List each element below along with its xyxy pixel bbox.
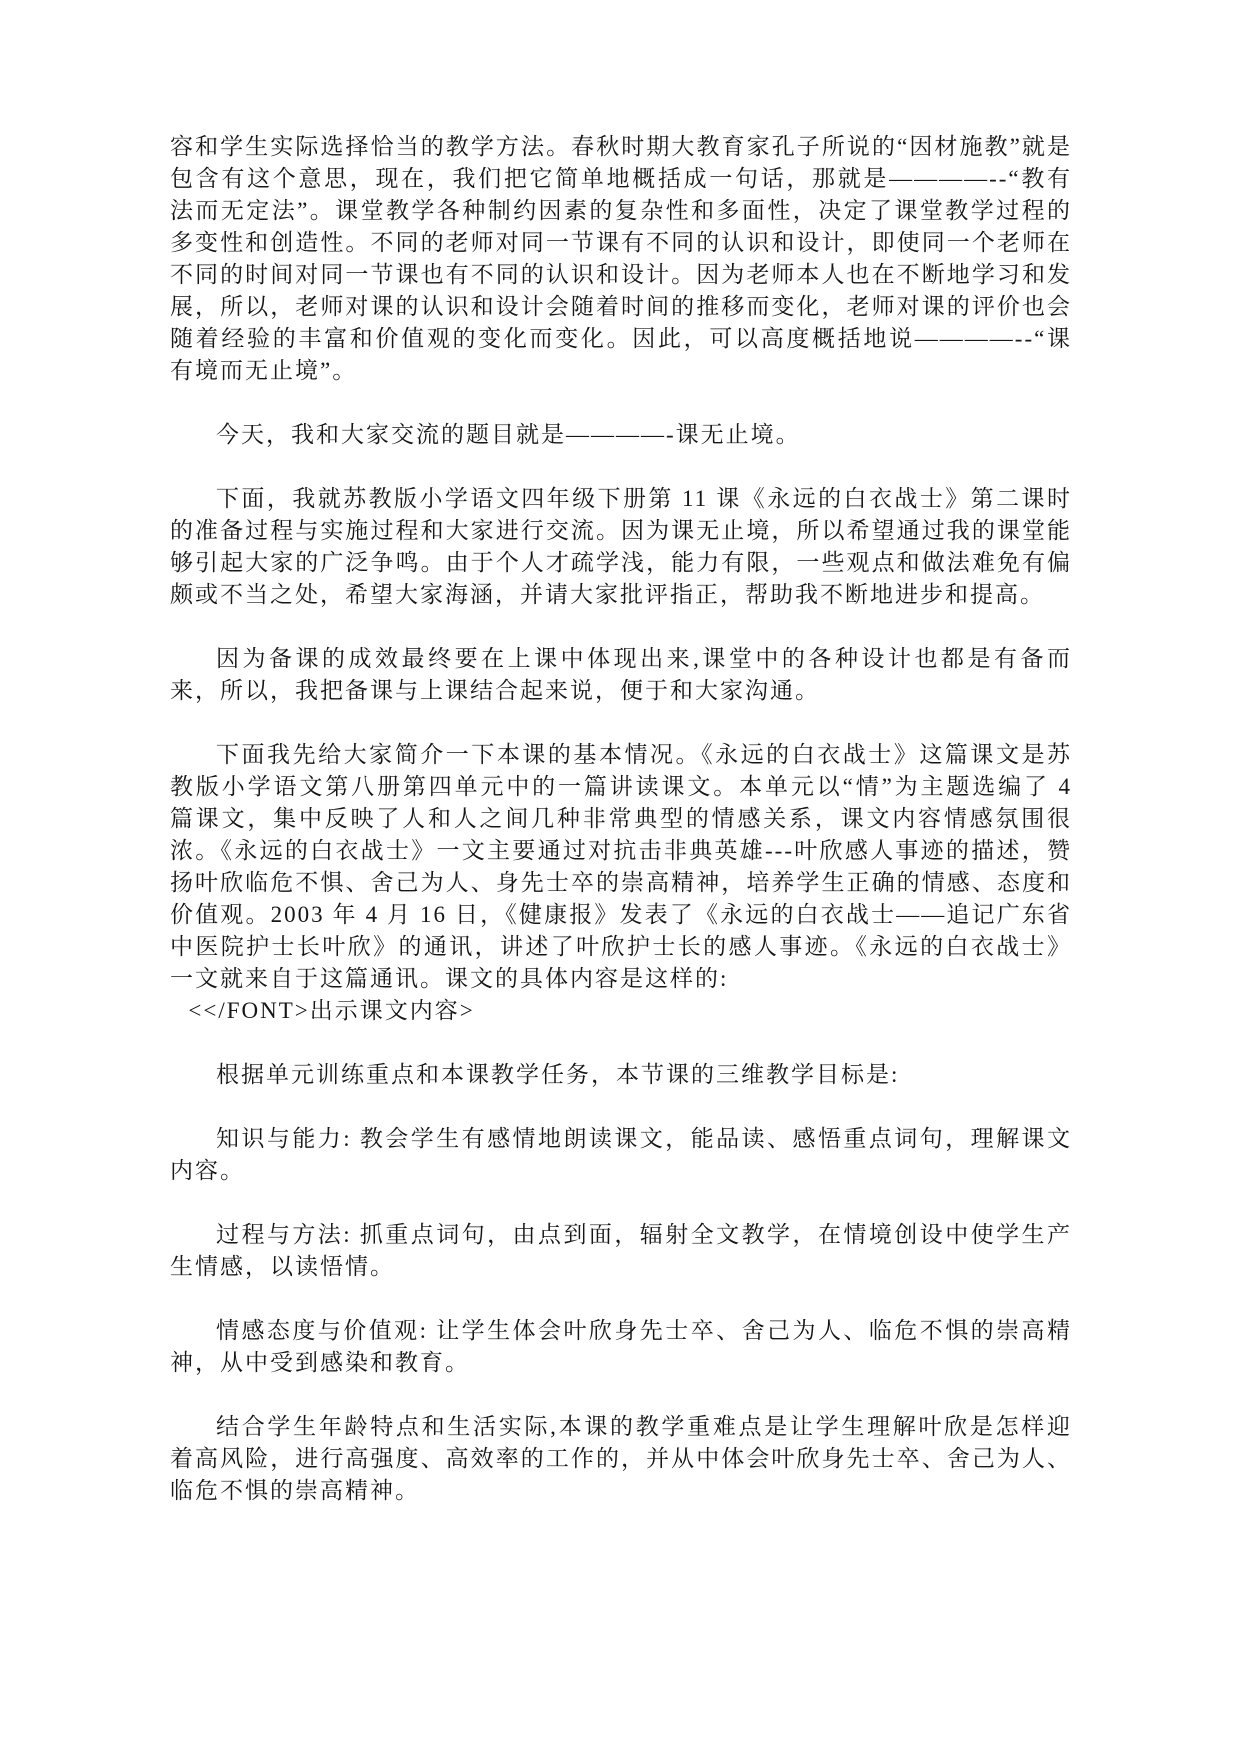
paragraph-goal-knowledge: 知识与能力: 教会学生有感情地朗读课文，能品读、感悟重点词句，理解课文内容。 xyxy=(170,1126,1072,1183)
paragraph-lesson-overview: 下面我先给大家简介一下本课的基本情况。《永远的白衣战士》这篇课文是苏教版小学语文第八册第四单元中的一篇讲读课文。本单元以“情”为主题选编了 4 篇课文，集中反映了人和人之间几种非常典型的情感关系，课文内容情感氛围很浓。《永远的白衣战士》一文主要通过对抗击非典英雄---叶欣感人事迹的描述，赞扬叶欣临危不惧、舍己为人、身先士卒的崇高精神，培养学生正确的情感、态度和价值观。2003 年 4 月 16 日，《健康报》发表了《永远的白衣战士——追记广东省中医院护士长叶欣》的通讯，讲述了叶欣护士长的感人事迹。《永远的白衣战士》一文就来自于这篇通讯。课文的具体内容是这样的: xyxy=(170,742,1072,991)
paragraph-goal-process: 过程与方法: 抓重点词句，由点到面，辐射全文教学，在情境创设中使学生产生情感，以读悟情。 xyxy=(170,1222,1072,1279)
paragraph-goal-values: 情感态度与价值观: 让学生体会叶欣身先士卒、舍己为人、临危不惧的崇高精神，从中受到感染和教育。 xyxy=(170,1318,1072,1375)
paragraph-intro: 下面，我就苏教版小学语文四年级下册第 11 课《永远的白衣战士》第二课时的准备过程与实施过程和大家进行交流。因为课无止境，所以希望通过我的课堂能够引起大家的广泛争鸣。由于个人才疏学浅，能力有限，一些观点和做法难免有偏颇或不当之处，希望大家海涵，并请大家批评指正，帮助我不断地进步和提高。 xyxy=(170,486,1072,607)
paragraph-font-tag-line: <</FONT>出示课文内容> xyxy=(188,998,475,1023)
paragraph-goals-lead: 根据单元训练重点和本课教学任务，本节课的三维教学目标是: xyxy=(216,1062,900,1087)
paragraph-continuation: 容和学生实际选择恰当的教学方法。春秋时期大教育家孔子所说的“因材施教”就是包含有这个意思，现在，我们把它简单地概括成一句话，那就是————--“教有法而无定法”。课堂教学各种制约因素的复杂性和多面性，决定了课堂教学过程的多变性和创造性。不同的老师对同一节课有不同的认识和设计，即使同一个老师在不同的时间对同一节课也有不同的认识和设计。因为老师本人也在不断地学习和发展，所以，老师对课的认识和设计会随着时间的推移而变化，老师对课的评价也会随着经验的丰富和价值观的变化而变化。因此，可以高度概括地说————--“课有境而无止境”。 xyxy=(170,134,1072,383)
paragraph-key-points: 结合学生年龄特点和生活实际,本课的教学重难点是让学生理解叶欣是怎样迎着高风险，进行高强度、高效率的工作的，并从中体会叶欣身先士卒、舍己为人、临危不惧的崇高精神。 xyxy=(170,1414,1072,1503)
paragraph-topic: 今天，我和大家交流的题目就是————-课无止境。 xyxy=(216,422,801,447)
document-text-block xyxy=(170,131,1072,1539)
paragraph-prep-note: 因为备课的成效最终要在上课中体现出来,课堂中的各种设计也都是有备而来，所以，我把备课与上课结合起来说，便于和大家沟通。 xyxy=(170,646,1072,703)
